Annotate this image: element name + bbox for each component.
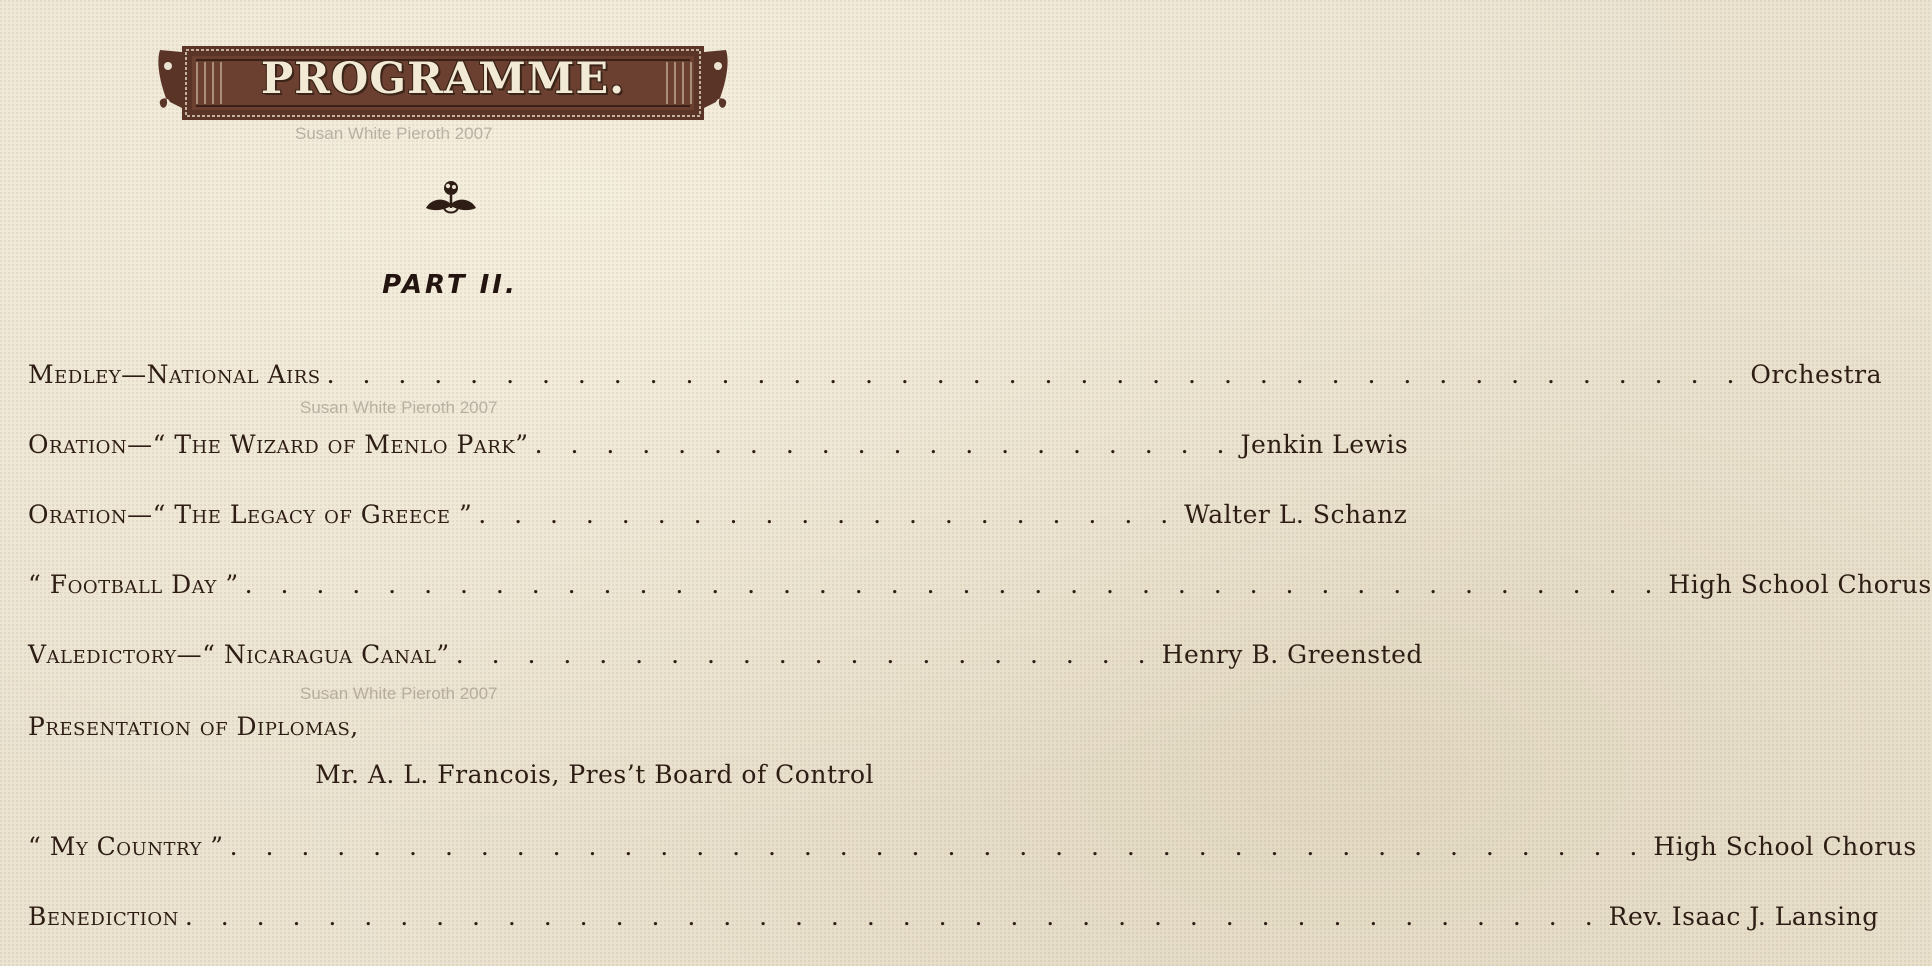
- item-title: Benediction: [28, 902, 179, 931]
- programme-banner: [156, 42, 730, 120]
- programme-item: [28, 360, 1882, 400]
- item-title: Medley—National Airs: [28, 360, 321, 389]
- item-title: Presentation of Diplomas,: [28, 712, 359, 741]
- banner-title: PROGRAMME.: [260, 54, 626, 104]
- watermark: Susan White Pieroth 2007: [300, 684, 498, 703]
- leader-dots: . . . . . . . . . . . . . . . . . . . . . . . . . . . . . . . . . . . . . . . .: [184, 902, 1603, 931]
- item-title: Oration—“ The Legacy of Greece ”: [28, 500, 473, 529]
- item-title: “ My Country ”: [28, 832, 224, 861]
- item-title: “ Football Day ”: [28, 570, 239, 599]
- item-performer: Jenkin Lewis: [1240, 430, 1409, 459]
- leader-dots: . . . . . . . . . . . . . . . . . . . . . . . . . . . . . . . . . . . . . . . .: [229, 832, 1648, 861]
- watermark: Susan White Pieroth 2007: [300, 398, 498, 417]
- leader-dots: . . . . . . . . . . . . . . . . . . . .: [534, 430, 1235, 459]
- programme-item: [28, 570, 1932, 610]
- watermark: Susan White Pieroth 2007: [295, 124, 493, 143]
- leader-dots: . . . . . . . . . . . . . . . . . . . .: [478, 500, 1179, 529]
- programme-item: [28, 902, 1879, 942]
- item-performer: Henry B. Greensted: [1161, 640, 1423, 669]
- programme-item: [28, 500, 1408, 540]
- programme-item: [28, 832, 1917, 872]
- item-performer: Walter L. Schanz: [1184, 500, 1408, 529]
- diplomas-presenter: Mr. A. L. Francois, Pres’t Board of Control: [315, 760, 874, 789]
- item-performer: High School Chorus: [1668, 570, 1932, 599]
- item-title: Oration—“ The Wizard of Menlo Park”: [28, 430, 529, 459]
- leader-dots: . . . . . . . . . . . . . . . . . . . .: [455, 640, 1156, 669]
- programme-item: [28, 430, 1409, 470]
- programme-item: [28, 640, 1423, 680]
- item-performer: Rev. Isaac J. Lansing: [1608, 902, 1879, 931]
- part-heading: PART II.: [382, 270, 518, 300]
- item-performer: High School Chorus: [1653, 832, 1917, 861]
- item-performer: Orchestra: [1750, 360, 1882, 389]
- leader-dots: . . . . . . . . . . . . . . . . . . . . . . . . . . . . . . . . . . . . . . . .: [326, 360, 1745, 389]
- item-title: Valedictory—“ Nicaragua Canal”: [28, 640, 450, 669]
- leader-dots: . . . . . . . . . . . . . . . . . . . . . . . . . . . . . . . . . . . . . . . .: [244, 570, 1663, 599]
- programme-item: [28, 712, 874, 752]
- flower-ornament-icon: [424, 178, 478, 218]
